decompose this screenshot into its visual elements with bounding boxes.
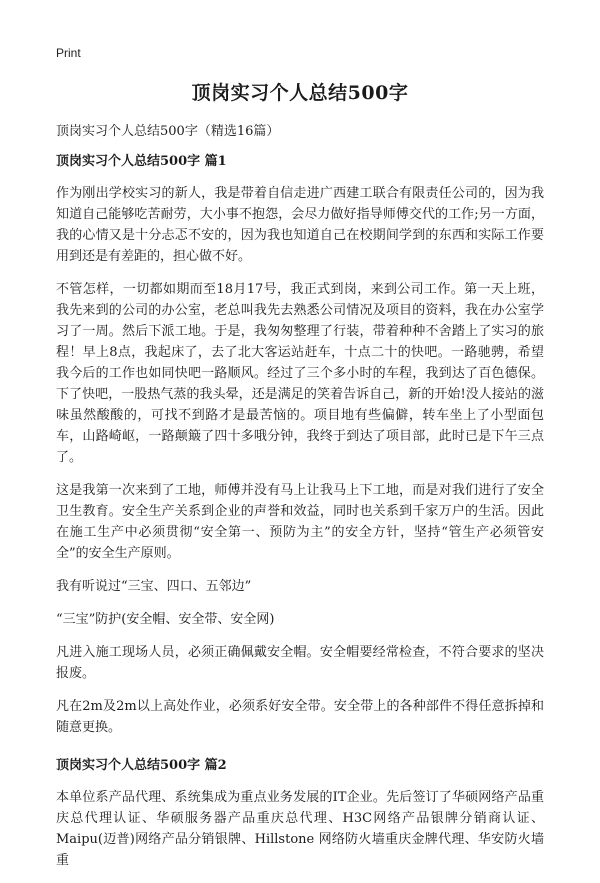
paragraph: 这是我第一次来到了工地，师傅并没有马上让我马上下工地，而是对我们进行了安全卫生教育。安全生产关系到企业的声誉和效益，同时也关系到千家万户的生活。因此在施工生产中必须贯彻“安全第一、预防为主”的安全方针，坚持“管生产必须管安全”的安全生产原则。 [56, 483, 544, 561]
document-body [56, 150, 544, 883]
section-heading-1: 顶岗实习个人总结500字 篇1 [56, 154, 227, 169]
paragraph: “三宝”防护(安全帽、安全带、安全网) [56, 612, 275, 627]
page-title: 顶岗实习个人总结500字 [191, 82, 409, 104]
paragraph: 我有听说过“三宝、四口、五邻边” [56, 579, 252, 594]
paragraph: 本单位系产品代理、系统集成为重点业务发展的IT企业。先后签订了华硕网络产品重庆总代理认证、华硕服务器产品重庆总代理、H3C网络产品银牌分销商认证、Maipu(迈普)网络产品分销银牌、Hillstone 网络防火墙重庆金牌代理、华安防火墙重 [56, 790, 544, 868]
paragraph: 作为刚出学校实习的新人，我是带着自信走进广西建工联合有限责任公司的，因为我知道自己能够吃苦耐劳，大小事不抱怨，会尽力做好指导师傅交代的工作;另一方面，我的心情又是十分忐忑不安的，因为我也知道自己在校期间学到的东西和实际工作要用到还是有差距的，担心做不好。 [56, 186, 544, 264]
print-link[interactable]: Print [56, 46, 81, 60]
page-subtitle: 顶岗实习个人总结500字（精选16篇） [56, 124, 280, 139]
paragraph: 不管怎样，一切都如期而至18月17号，我正式到岗，来到公司工作。第一天上班，我先来到的公司的办公室，老总叫我先去熟悉公司情况及项目的资料，我在办公室学习了一周。然后下派工地。于是，我匆匆整理了行装，带着种种不舍踏上了实习的旅程！早上8点，我起床了，去了北大客运站赶车，十点二十的快吧。一路驰骋，希望我今后的工作也如同快吧一路顺风。经过了三个多小时的车程，我到达了百色德保。下了快吧，一股热气蒸的我头晕，还是满足的笑着告诉自己，新的开始!没人接站的滋味虽然酸酸的，可找不到路才是最苦恼的。项目地有些偏僻，转车坐上了小型面包车，山路崎岖，一路颠簸了四十多哦分钟，我终于到达了项目部，此时已是下午三点了。 [56, 282, 544, 465]
section-heading-2: 顶岗实习个人总结500字 篇2 [56, 758, 227, 773]
paragraph: 凡进入施工现场人员，必须正确佩戴安全帽。安全帽要经常检查，不符合要求的坚决报废。 [56, 645, 544, 681]
paragraph: 凡在2m及2m以上高处作业，必须系好安全带。安全带上的各种部件不得任意拆掉和随意更换。 [56, 699, 544, 735]
